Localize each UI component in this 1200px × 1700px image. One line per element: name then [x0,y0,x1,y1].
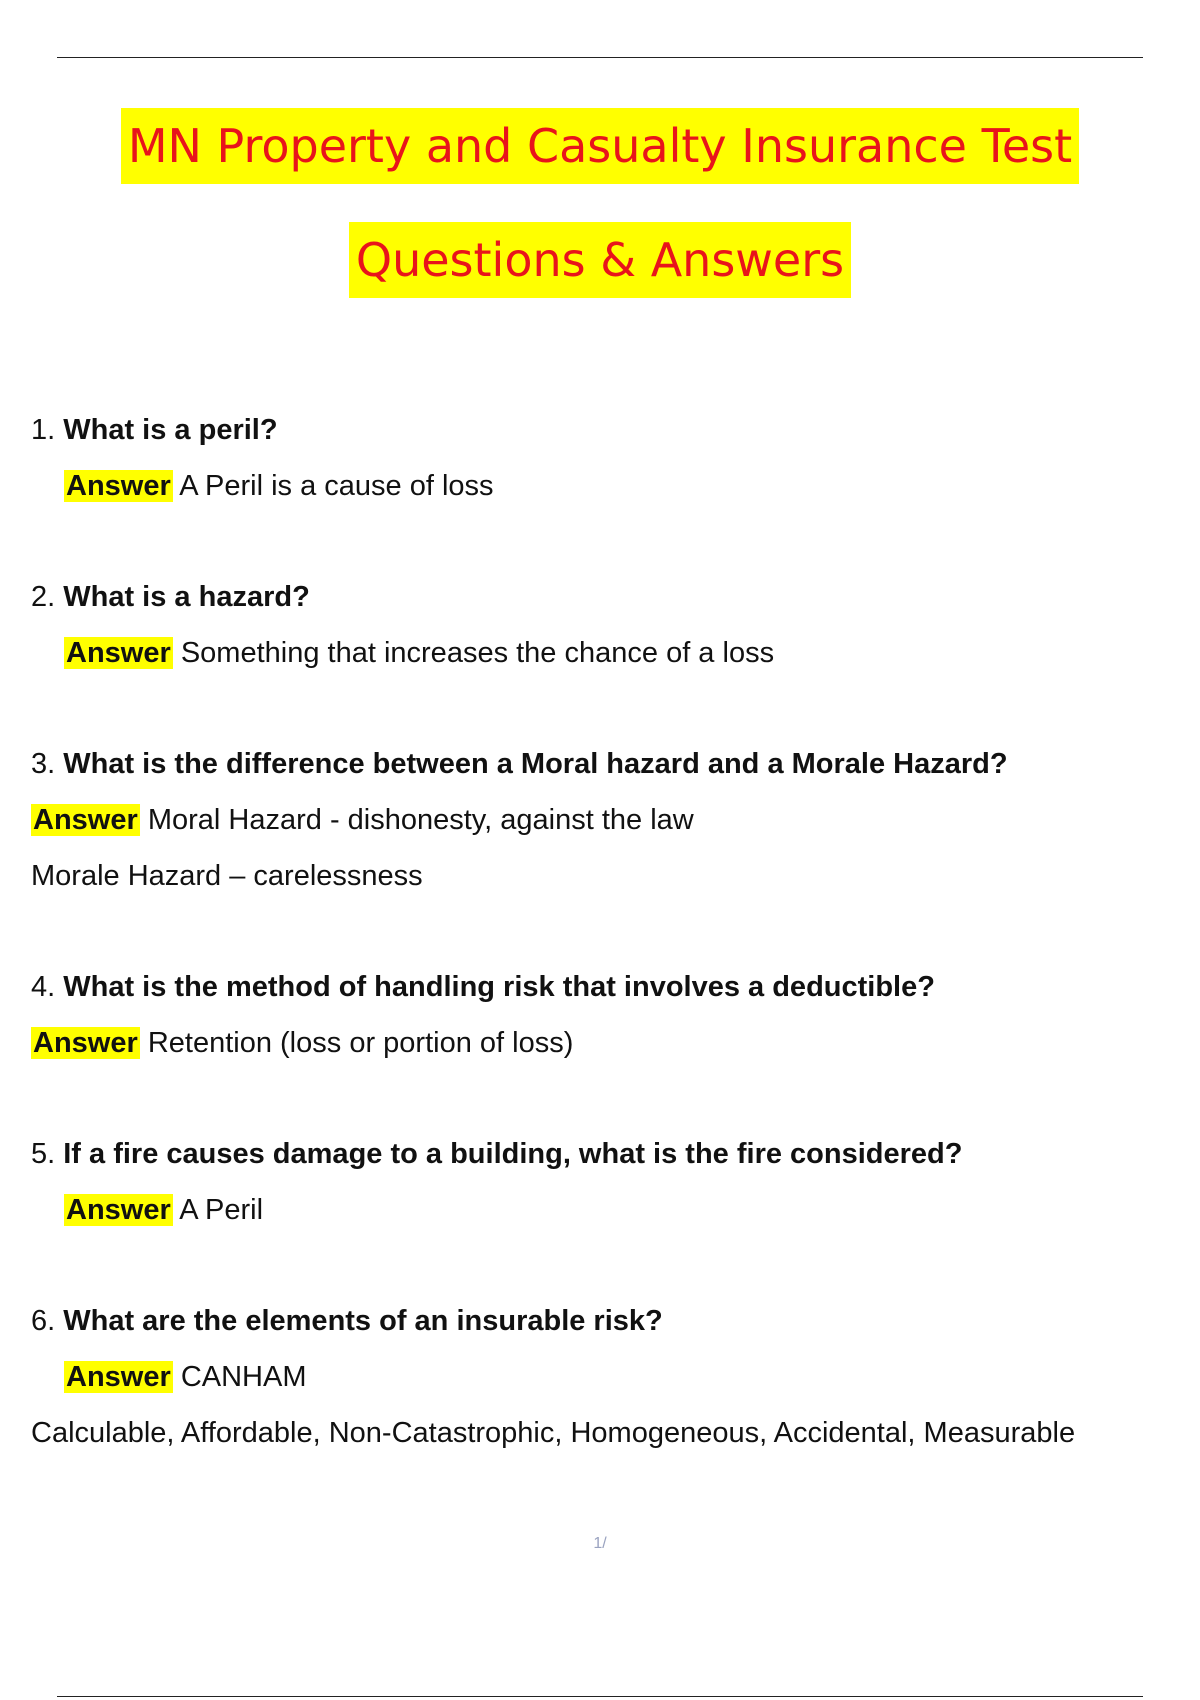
answer-3-continued [31,856,423,896]
question-text: What is the method of handling risk that involves a deductible? [63,971,935,1003]
answer-4 [31,1023,573,1063]
page-number: 1/ [593,1535,607,1552]
question-5 [31,1134,962,1174]
answer-label: Answer [33,804,138,836]
question-number: 6. [31,1305,56,1337]
answer-label: Answer [66,1361,171,1393]
document-title-line-2 [0,222,1200,298]
bottom-rule [57,1696,1143,1697]
question-3 [31,744,1008,784]
question-text: What is a peril? [63,414,278,446]
answer-text: A Peril is a cause of loss [179,470,494,502]
answer-text: Something that increases the chance of a loss [180,637,775,669]
top-rule [57,57,1143,58]
answer-3 [31,800,694,840]
answer-text: CANHAM [180,1361,307,1393]
answer-label: Answer [66,637,171,669]
question-number: 5. [31,1138,56,1170]
question-text: What is a hazard? [63,581,310,613]
question-number: 4. [31,971,56,1003]
question-2 [31,577,310,617]
question-number: 1. [31,414,56,446]
question-6 [31,1301,663,1341]
question-text: If a fire causes damage to a building, what is the fire considered? [63,1138,963,1170]
title-text-1: MN Property and Casualty Insurance Test [121,108,1079,184]
question-number: 2. [31,581,56,613]
title-text-2: Questions & Answers [349,222,851,298]
question-1 [31,410,278,450]
question-text: What is the difference between a Moral hazard and a Morale Hazard? [63,748,1008,780]
answer-extra-text: Calculable, Affordable, Non-Catastrophic, Homogeneous, Accidental, Measurable [31,1417,1076,1449]
answer-5 [64,1190,263,1230]
answer-label: Answer [33,1027,138,1059]
answer-text: A Peril [179,1194,264,1226]
question-number: 3. [31,748,56,780]
question-text: What are the elements of an insurable risk? [63,1305,663,1337]
answer-6-continued [31,1413,1075,1453]
answer-label: Answer [66,1194,171,1226]
answer-label: Answer [66,470,171,502]
answer-text: Retention (loss or portion of loss) [147,1027,574,1059]
answer-text: Moral Hazard - dishonesty, against the law [147,804,694,836]
answer-1 [64,466,494,506]
answer-2 [64,633,774,673]
question-4 [31,967,935,1007]
document-title-line-1 [0,108,1200,184]
answer-6 [64,1357,307,1397]
answer-extra-text: Morale Hazard – carelessness [31,860,423,892]
